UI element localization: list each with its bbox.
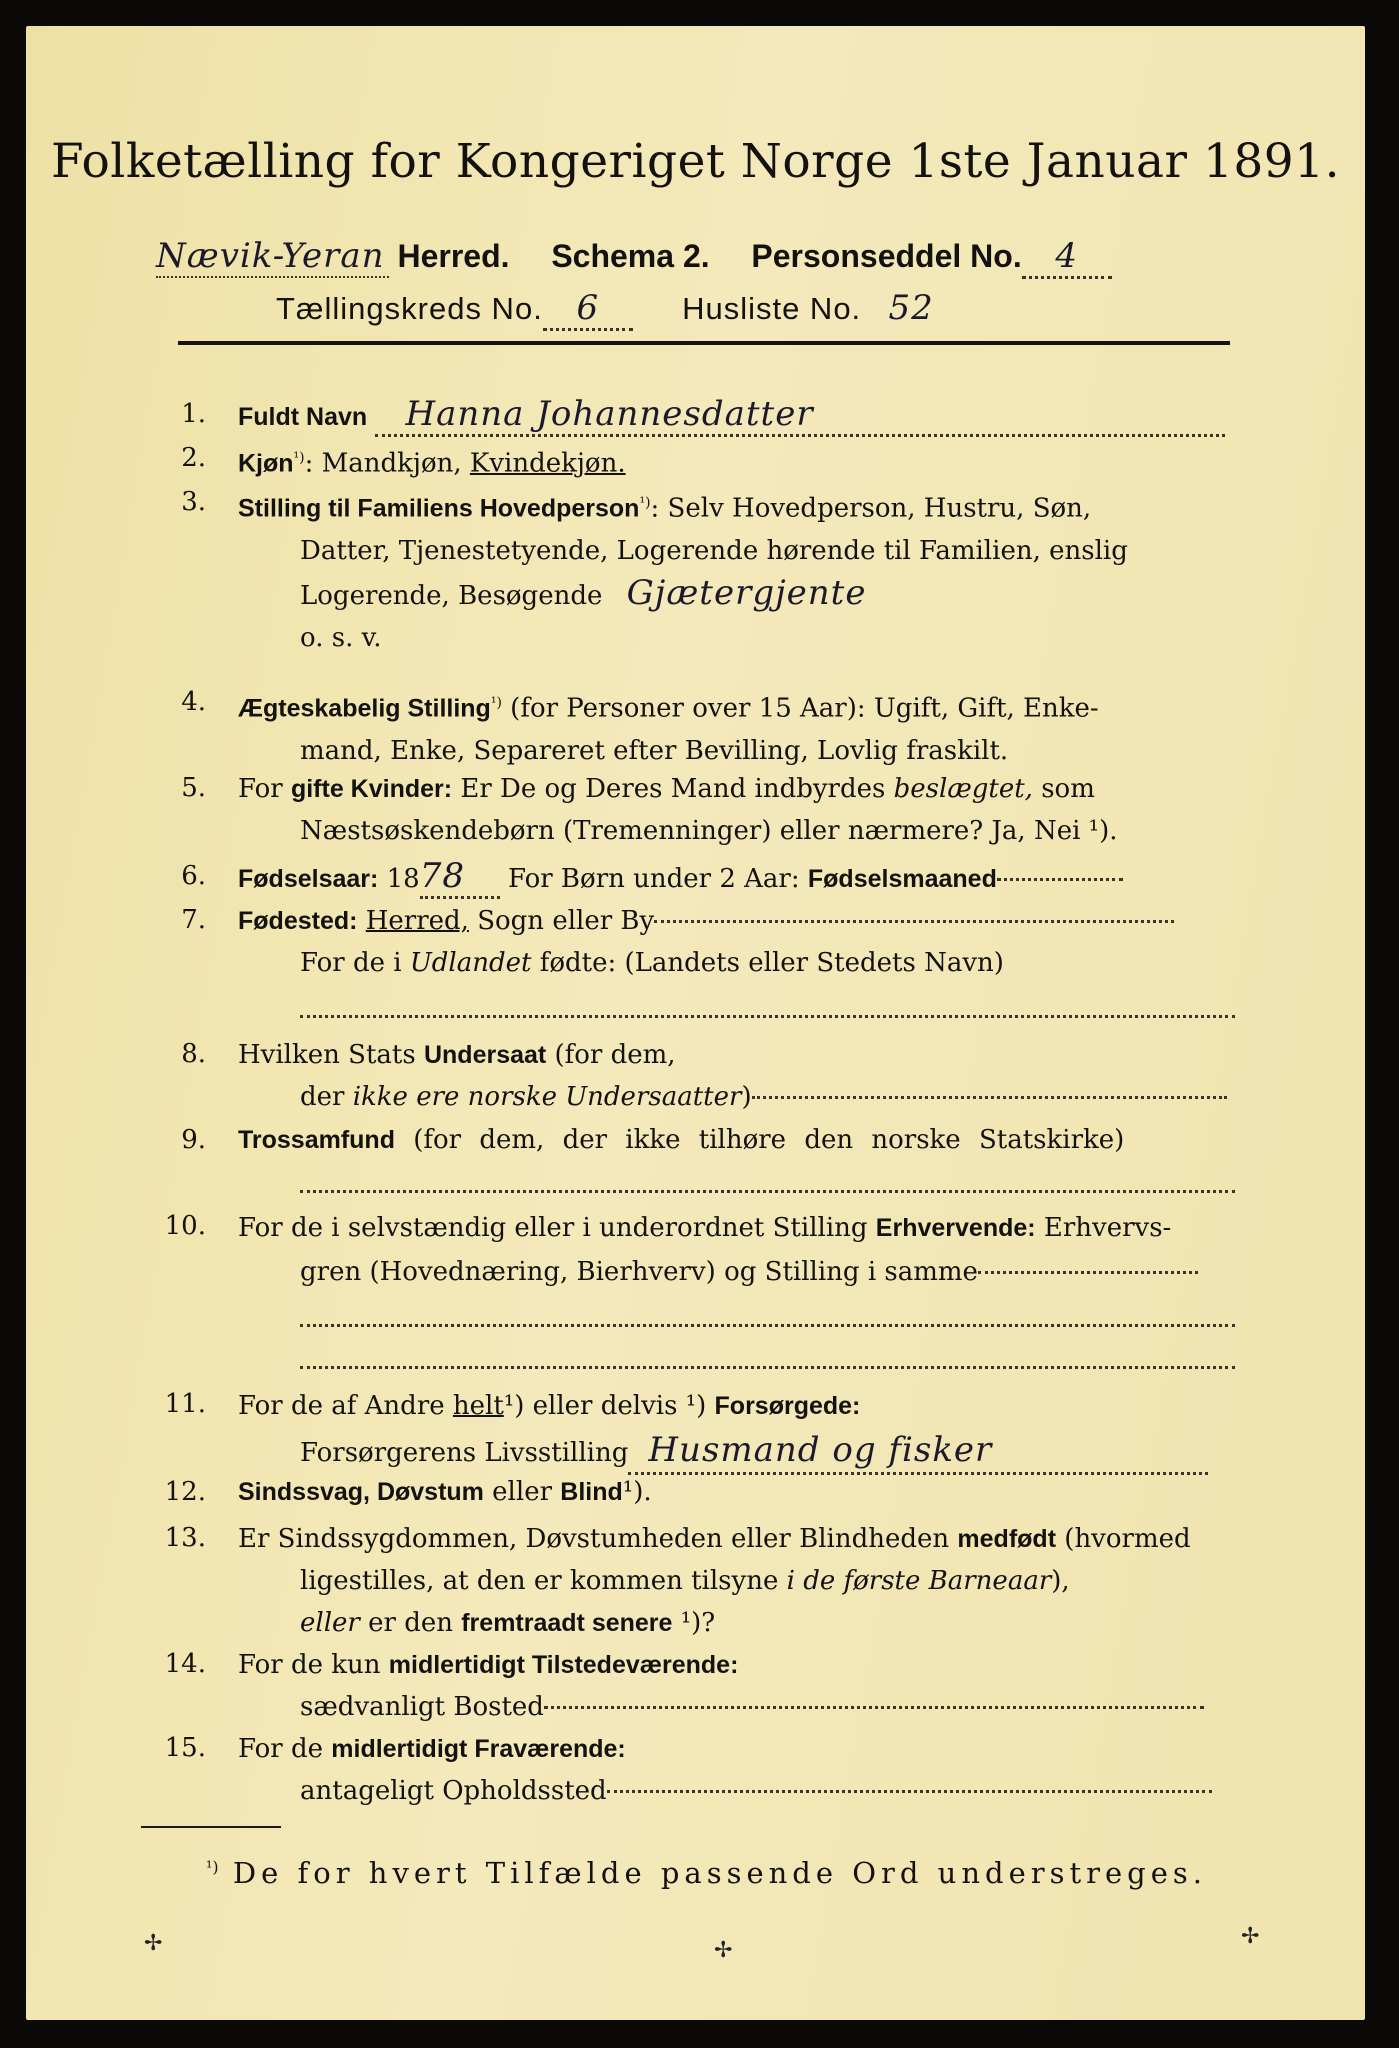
item-text [238, 856, 1235, 899]
item-label: midlertidigt Tilstedeværende: [388, 1651, 739, 1679]
item-label: Fuldt Navn [238, 403, 368, 431]
corner-mark-icon: ✢ [144, 1931, 163, 1956]
item-10-occupation [126, 1206, 1235, 1376]
header-separator [178, 341, 1230, 345]
item-options: : Mandkjøn, [304, 448, 470, 479]
item-text [238, 682, 1235, 772]
item-line2-a: For de i [300, 948, 410, 978]
item-prefix: For de i selvstændig eller i underordnet Stilling [238, 1213, 876, 1243]
schema-label: Schema 2. [551, 238, 710, 274]
item-number: 9. [181, 1125, 206, 1155]
footnote-ref: ¹) [293, 450, 305, 466]
birth-year-value: 78 [420, 856, 500, 899]
item-label: Sindssvag, Døvstum [238, 1478, 484, 1506]
item-question: (for dem, der ikke tilhøre den norske Statskirke) [394, 1125, 1125, 1155]
footnote-ref: ¹). [622, 1477, 652, 1507]
item-13-congenital [126, 1518, 1235, 1648]
footnote-text: De for hvert Tilfælde passende Ord understreges. [232, 1856, 1207, 1890]
item-label: Erhvervende: [875, 1214, 1036, 1242]
item-italic: i de første Barneaar [786, 1566, 1052, 1596]
item-label: midlertidigt Fraværende: [331, 1735, 626, 1763]
item-options-line2: Næstsøskendebørn (Tremenninger) eller nærmere? Ja, Nei ¹). [300, 816, 1118, 846]
item-12-disability [126, 1472, 1235, 1512]
provider-occupation-value: Husmand og fisker [628, 1428, 1208, 1475]
item-line2-b: ) [741, 1082, 752, 1112]
item-options-line4: o. s. v. [300, 622, 382, 653]
herred-handwritten: Nævik-Yeran [156, 236, 389, 278]
item-label: Fødested: [238, 907, 358, 935]
kreds-label: Tællingskreds No. [276, 291, 543, 326]
item-prefix: For [238, 774, 291, 804]
item-label: medfødt [957, 1525, 1057, 1553]
item-label: Ægteskabelig Stilling [238, 694, 491, 723]
blank-line [300, 1015, 1235, 1018]
item-italic: Udlandet [409, 948, 532, 978]
item-options: (for Personer over 15 Aar): Ugift, Gift, Enke- [501, 693, 1099, 724]
footnote [206, 1856, 1207, 1890]
blank-line [300, 1324, 1235, 1327]
item-question: Er De og Deres Mand indbyrdes [452, 774, 894, 804]
item-text [238, 1644, 1235, 1728]
footnote-mark: ¹) [206, 1857, 219, 1877]
item-line2: antageligt Opholdssted [300, 1776, 607, 1806]
item-5-married-women [126, 768, 1235, 852]
birth-year-prefix: 18 [378, 864, 420, 894]
item-italic: ikke ere norske Undersaatter [352, 1082, 742, 1112]
census-form-page [26, 26, 1365, 2020]
item-number: 7. [181, 905, 206, 935]
blank-dots [752, 1096, 1227, 1099]
item-text [238, 1120, 1235, 1160]
item-3-family-position [126, 482, 1235, 652]
item-11-supported [126, 1384, 1235, 1472]
item-text [238, 1034, 1235, 1118]
husliste-value: 52 [888, 288, 934, 328]
item-line3-a: er den [359, 1608, 462, 1638]
item-15-temporary-absent [126, 1728, 1235, 1812]
supported-selected: helt [452, 1391, 504, 1421]
item-text [238, 394, 1235, 437]
item-text [238, 1518, 1235, 1644]
item-9-religion [126, 1120, 1235, 1210]
item-label-2: Blind [560, 1478, 623, 1506]
kreds-value: 6 [543, 288, 633, 331]
item-options: : Selv Hovedperson, Hustru, Søn, [650, 493, 1092, 524]
item-number: 12. [164, 1477, 206, 1507]
gender-selected: Kvindekjøn. [469, 448, 626, 479]
footnote-rule [141, 1826, 281, 1828]
blank-dots [654, 920, 1174, 923]
item-text [238, 768, 1235, 852]
item-prefix: For de kun [238, 1650, 389, 1680]
item-number: 4. [181, 687, 206, 717]
item-question-end: (hvormed [1056, 1524, 1191, 1554]
item-italic: beslægtet, [893, 774, 1033, 804]
item-question: For Børn under 2 Aar: [499, 864, 808, 894]
item-text [238, 1728, 1235, 1812]
item-line2: sædvanligt Bosted [300, 1692, 544, 1722]
item-question-end: som [1032, 774, 1095, 804]
item-14-temporary-present [126, 1644, 1235, 1728]
item-options: Sogn eller By [468, 906, 655, 936]
form-title: Folketælling for Kongeriget Norge 1ste Januar 1891. [50, 134, 1341, 189]
blank-line [300, 1366, 1235, 1369]
item-text [238, 900, 1235, 984]
item-6-birth-year [126, 856, 1235, 896]
item-line2-a: ligestilles, at den er kommen tilsyne [300, 1566, 787, 1596]
item-number: 11. [164, 1389, 206, 1419]
blank-dots [607, 1790, 1212, 1793]
item-text [238, 438, 1235, 484]
item-line2-b: fødte: (Landets eller Stedets Navn) [531, 948, 1004, 978]
item-prefix: For de [238, 1734, 332, 1764]
husliste-label: Husliste No. [682, 291, 862, 326]
item-label: Fødselsaar: [238, 865, 379, 893]
center-mark-icon: ✢ [714, 1938, 733, 1963]
blank-dots [544, 1706, 1204, 1709]
item-number: 8. [181, 1039, 206, 1069]
item-line2-b: ), [1051, 1566, 1070, 1596]
item-label-2: fremtraadt senere [461, 1609, 673, 1637]
item-label: Stilling til Familiens Hovedperson [238, 494, 640, 523]
footnote-ref: ¹) [639, 495, 651, 511]
header-line-herred [156, 236, 1285, 279]
header-line-kreds [276, 288, 1285, 331]
item-4-marital-status [126, 682, 1235, 766]
item-8-citizenship [126, 1034, 1235, 1118]
blank-line [300, 1190, 1235, 1193]
item-question: Er Sindssygdommen, Døvstumheden eller Blindheden [238, 1524, 958, 1554]
item-number: 14. [164, 1649, 206, 1679]
item-label: gifte Kvinder: [290, 775, 453, 803]
item-number: 3. [181, 487, 206, 517]
item-options-line2: mand, Enke, Separeret efter Bevilling, Lovlig fraskilt. [300, 735, 1009, 766]
item-text [238, 482, 1235, 659]
item-label: Kjøn [238, 449, 294, 478]
item-label: Trossamfund [238, 1126, 395, 1154]
item-line2-a: der [300, 1082, 353, 1112]
footnote-ref: ¹) [490, 695, 502, 711]
item-line2: gren (Hovednæring, Bierhverv) og Stilling i samme [300, 1257, 978, 1287]
item-prefix: For de af Andre [238, 1391, 453, 1421]
item-italic-2: eller [300, 1608, 360, 1638]
item-text [238, 1472, 1235, 1512]
item-number: 6. [181, 861, 206, 891]
personseddel-value: 4 [1022, 236, 1112, 279]
herred-label: Herred. [397, 238, 510, 274]
item-1-full-name [126, 394, 1235, 434]
item-2-gender [126, 438, 1235, 478]
personseddel-label: Personseddel No. [751, 238, 1022, 274]
item-prefix: Hvilken Stats [238, 1040, 424, 1070]
item-line3-b: ¹)? [672, 1608, 716, 1638]
item-number: 15. [164, 1733, 206, 1763]
blank-dots [978, 1271, 1198, 1274]
item-label-2: Fødselsmaaned [807, 865, 997, 893]
item-options-line2: Datter, Tjenestetyende, Logerende hørende til Familien, enslig [300, 535, 1128, 566]
birthplace-selected: Herred, [365, 906, 469, 936]
item-options: eller [483, 1477, 561, 1507]
family-position-value: Gjætergjente [626, 572, 867, 613]
item-text [238, 1206, 1235, 1294]
item-options: ¹) eller delvis ¹) [503, 1391, 715, 1421]
item-question: (for dem, [546, 1040, 676, 1070]
item-label: Forsørgede: [714, 1392, 861, 1420]
item-number: 5. [181, 773, 206, 803]
full-name-value: Hanna Johannesdatter [375, 394, 1225, 437]
item-question: Erhvervs- [1035, 1213, 1172, 1243]
item-line2: Forsørgerens Livsstilling [300, 1438, 629, 1468]
item-number: 2. [181, 443, 206, 473]
item-7-birthplace [126, 900, 1235, 1020]
item-label: Undersaat [423, 1041, 547, 1069]
blank-dots [997, 878, 1123, 881]
item-number: 13. [164, 1523, 206, 1553]
item-number: 10. [164, 1211, 206, 1241]
corner-mark-icon: ✢ [1241, 1924, 1260, 1949]
item-text [238, 1384, 1235, 1475]
item-options-line3: Logerende, Besøgende [300, 580, 603, 611]
item-number: 1. [181, 399, 206, 429]
